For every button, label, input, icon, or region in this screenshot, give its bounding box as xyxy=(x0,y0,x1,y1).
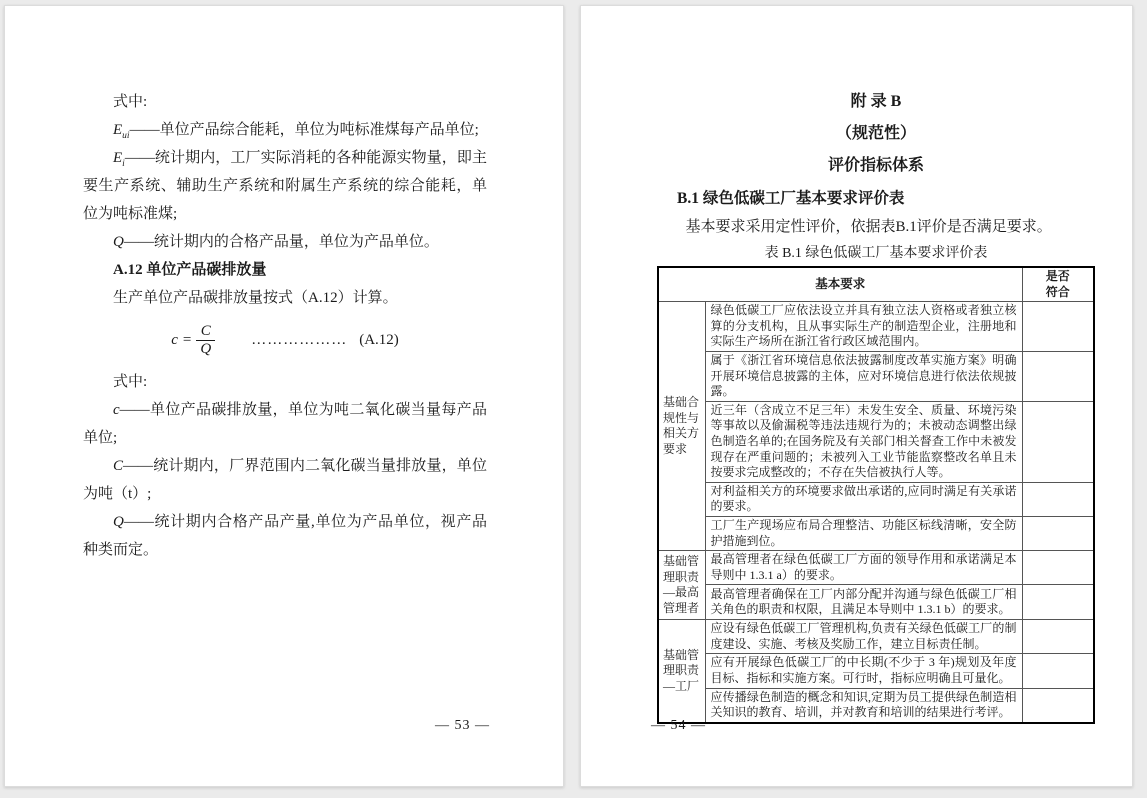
requirement-cell: 对利益相关方的环境要求做出承诺的,应同时满足有关承诺的要求。 xyxy=(705,482,1022,516)
section-heading-a12: A.12 单位产品碳排放量 xyxy=(113,262,267,278)
table-row xyxy=(658,516,1094,550)
table-row xyxy=(658,654,1094,688)
table-row xyxy=(658,585,1094,620)
requirement-cell: 最高管理者确保在工厂内部分配并沟通与绿色低碳工厂相关角色的职责和权限，且满足本导则中 1.3.1 b）的要求。 xyxy=(705,585,1022,620)
formula-denominator: Q xyxy=(196,340,215,358)
table-row xyxy=(658,620,1094,654)
compliance-cell xyxy=(1022,351,1094,401)
formula-a12 xyxy=(83,314,487,366)
requirement-cell: 最高管理者在绿色低碳工厂方面的领导作用和承诺满足本导则中 1.3.1 a）的要求。 xyxy=(705,551,1022,585)
compliance-cell xyxy=(1022,620,1094,654)
requirement-cell: 近三年（含成立不足三年）未发生安全、质量、环境污染等事故以及偷漏税等违法违规行为的；未被动态调整出绿色制造名单的;在国务院及有关部门相关督查工作中未被发现存在严重问题的；未被列入工业节能监察整改名单且未按要求完成整改的；不存在失信被执行人等。 xyxy=(705,401,1022,482)
table-header-compliance-text: 是否符合 xyxy=(1045,269,1070,299)
group-label-top-management: 基础管理职责—最高管理者 xyxy=(658,551,705,620)
compliance-cell xyxy=(1022,516,1094,550)
definition-c-upper xyxy=(83,452,487,508)
definition-q2 xyxy=(83,508,487,564)
symbol-c-upper: C xyxy=(113,458,124,474)
page-number-54: — 54 — xyxy=(651,718,706,733)
page-54-body xyxy=(657,86,1095,724)
symbol-q1: Q xyxy=(113,234,124,250)
where-label: 式中: xyxy=(113,94,148,110)
appendix-label: 附 录 B xyxy=(850,93,902,110)
symbol-ei-sub: i xyxy=(122,159,125,169)
symbol-eui: E xyxy=(113,122,123,138)
definition-ei xyxy=(83,144,487,228)
formula-number-label: (A.12) xyxy=(359,331,399,348)
compliance-cell xyxy=(1022,482,1094,516)
formula-numerator: C xyxy=(200,322,211,339)
where-label: 式中: xyxy=(113,374,148,390)
definition-c-upper-text: ——统计期内，厂界范围内二氧化碳当量排放量，单位为吨（t）; xyxy=(83,458,487,502)
definition-q1-text: ——统计期内的合格产品量，单位为产品单位。 xyxy=(123,234,439,250)
definition-ei-text: ——统计期内，工厂实际消耗的各种能源实物量，即主要生产系统、辅助生产系统和附属生产系统的综合能耗，单位为吨标准煤; xyxy=(83,150,487,222)
page-53 xyxy=(4,5,564,787)
group-label-factory: 基础管理职责—工厂 xyxy=(658,620,705,723)
appendix-normative-tag: （规范性） xyxy=(835,125,916,142)
page-53-body xyxy=(83,88,487,564)
table-caption: 表 B.1 绿色低碳工厂基本要求评价表 xyxy=(764,246,988,261)
table-row xyxy=(658,401,1094,482)
group-label-compliance: 基础合规性与相关方要求 xyxy=(658,302,705,551)
requirement-cell: 工厂生产现场应布局合理整洁、功能区标线清晰，安全防护措施到位。 xyxy=(705,516,1022,550)
requirement-cell: 应传播绿色制造的概念和知识,定期为员工提供绿色制造相关知识的教育、培训，并对教育和培训的结果进行考评。 xyxy=(705,688,1022,723)
section-intro-b1: 基本要求采用定性评价，依据表B.1评价是否满足要求。 xyxy=(685,219,1052,235)
page-54 xyxy=(580,5,1133,787)
table-row xyxy=(658,688,1094,723)
definition-c-lower xyxy=(83,396,487,452)
compliance-cell xyxy=(1022,688,1094,723)
appendix-title: 评价指标体系 xyxy=(827,157,924,174)
section-heading-b1: B.1 绿色低碳工厂基本要求评价表 xyxy=(677,190,905,207)
requirement-cell: 应有开展绿色低碳工厂的中长期(不少于 3 年)规划及年度目标、指标和实施方案。可行时，指标应明确且可量化。 xyxy=(705,654,1022,688)
formula-fraction xyxy=(196,323,215,358)
formula-lhs: c xyxy=(171,331,178,348)
definition-eui xyxy=(83,116,487,144)
table-header-requirement: 基本要求 xyxy=(658,267,1022,302)
compliance-cell xyxy=(1022,401,1094,482)
formula-intro: 生产单位产品碳排放量按式（A.12）计算。 xyxy=(113,290,398,306)
symbol-eui-sub: ui xyxy=(122,131,130,141)
table-row xyxy=(658,551,1094,585)
compliance-cell xyxy=(1022,585,1094,620)
requirement-cell: 属于《浙江省环境信息依法披露制度改革实施方案》明确开展环境信息披露的主体，应对环境信息进行依法依规披露。 xyxy=(705,351,1022,401)
symbol-ei: E xyxy=(113,150,123,166)
definition-c-lower-text: ——单位产品碳排放量，单位为吨二氧化碳当量每产品单位; xyxy=(83,402,487,446)
table-row xyxy=(658,482,1094,516)
compliance-cell xyxy=(1022,654,1094,688)
definition-q1 xyxy=(83,228,487,256)
definition-eui-text: ——单位产品综合能耗，单位为吨标准煤每产品单位; xyxy=(129,122,479,138)
compliance-cell xyxy=(1022,551,1094,585)
page-number-53: — 53 — xyxy=(435,718,490,733)
formula-equals: = xyxy=(182,331,192,348)
formula-dot-leader: ……………… xyxy=(251,331,348,348)
symbol-c-lower: c xyxy=(113,402,120,418)
requirement-cell: 应设有绿色低碳工厂管理机构,负责有关绿色低碳工厂的制度建设、实施、考核及奖励工作，建立目标责任制。 xyxy=(705,620,1022,654)
requirement-cell: 绿色低碳工厂应依法设立并具有独立法人资格或者独立核算的分支机构，且从事实际生产的制造型企业，注册地和实际生产场所在浙江省行政区域范围内。 xyxy=(705,302,1022,352)
compliance-cell xyxy=(1022,302,1094,352)
table-header-compliance xyxy=(1022,267,1094,302)
definition-q2-text: ——统计期内合格产品产量,单位为产品单位，视产品种类而定。 xyxy=(83,514,487,558)
basic-requirements-table xyxy=(657,266,1095,724)
symbol-q2: Q xyxy=(113,514,124,530)
table-row xyxy=(658,351,1094,401)
table-row xyxy=(658,302,1094,352)
